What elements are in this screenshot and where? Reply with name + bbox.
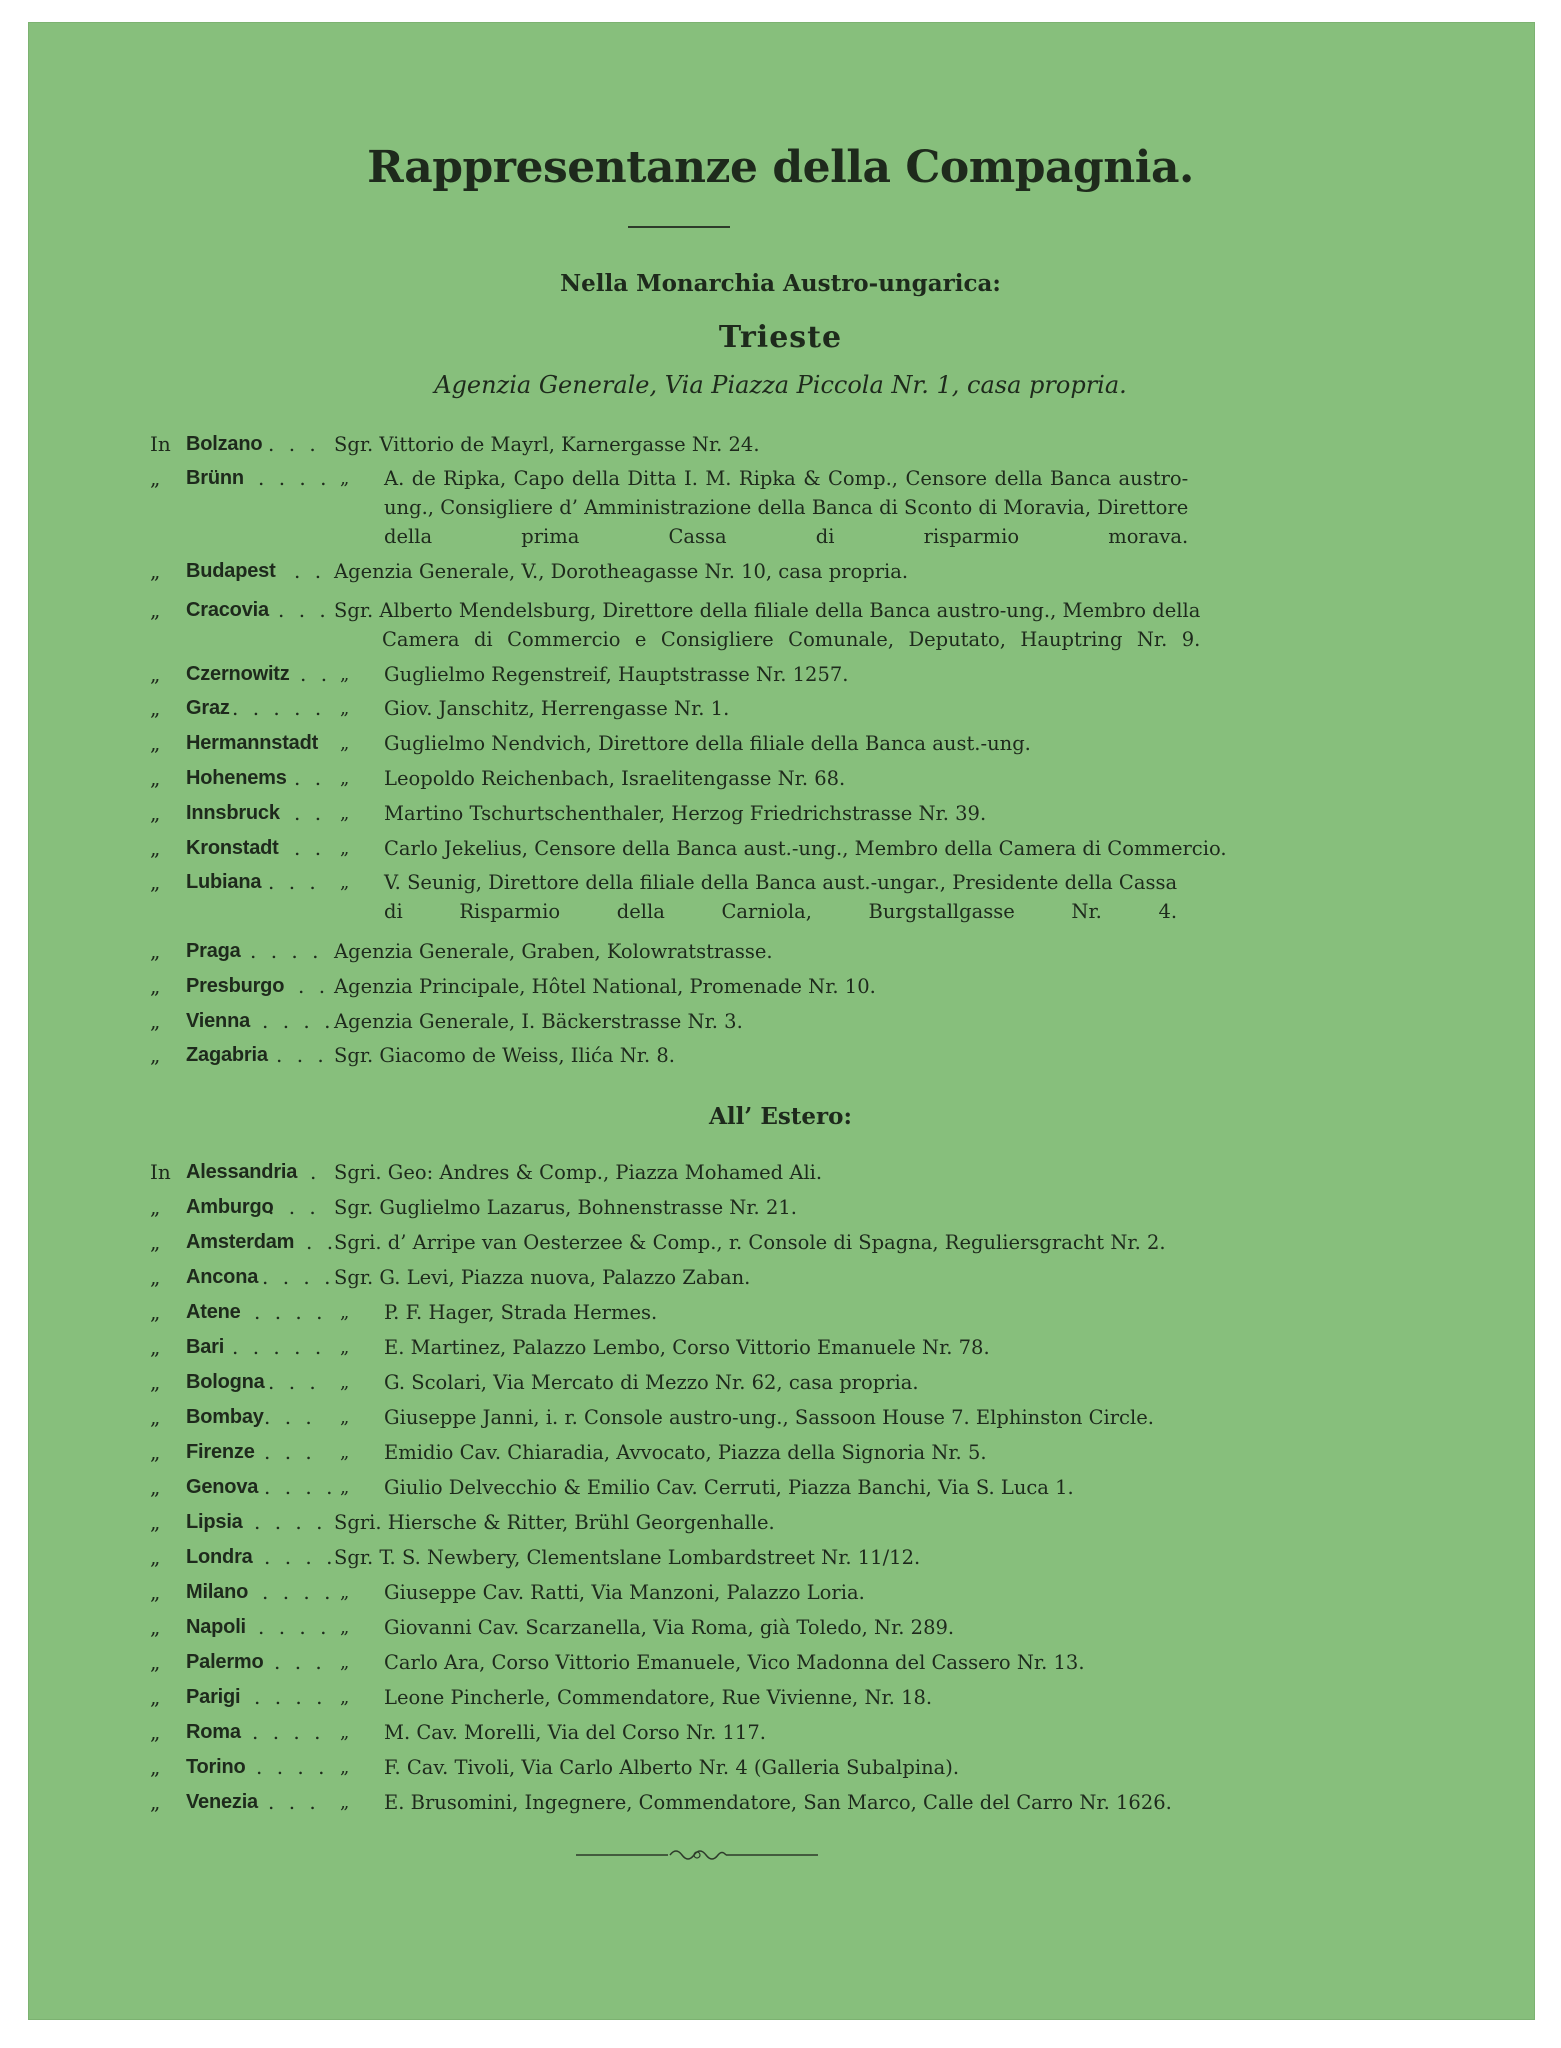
agency-place: Alessandria [186,1161,298,1183]
agency-place: Lipsia [186,1511,243,1533]
agency-place: Presburgo [186,975,285,997]
ditto-prefix: „ [150,1230,161,1254]
leader-dots: . . . . [254,1685,327,1709]
ditto-mark: „ [340,1442,350,1463]
agency-place: Venezia [186,1791,258,1813]
ditto-prefix: „ [150,1370,161,1394]
agency-details-line: Leopoldo Reichenbach, Israelitengasse Nr. 68. [384,767,846,790]
agency-details-line: Sgri. d’ Arripe van Oesterzee & Comp., r. Console di Spagna, Reguliersgracht Nr. 2. [334,1231,1166,1254]
agency-details [384,1403,1154,1432]
agency-details-line: Sgr. Giacomo de Weiss, Ilića Nr. 8. [334,1044,675,1067]
ditto-prefix: „ [150,1009,161,1033]
leader-dots: . . . [276,1043,328,1067]
agency-details-line: Giov. Janschitz, Herrengasse Nr. 1. [384,697,730,720]
agency-details [384,1333,990,1362]
ditto-mark: „ [340,698,350,719]
leader-dots: . . . [278,598,330,622]
leader-dots: . . . [274,1650,326,1674]
leader-dots: . . . . [252,1720,325,1744]
agency-details [384,868,1177,926]
leader-dots: . . . . [258,466,331,490]
agency-details [334,972,876,1001]
leader-dots: . . . [264,1440,316,1464]
ditto-prefix: „ [150,1510,161,1534]
ditto-mark: „ [340,803,350,824]
ditto-prefix: „ [150,1685,161,1709]
ditto-mark: „ [340,1477,350,1498]
ditto-prefix: „ [150,1440,161,1464]
ditto-prefix: „ [150,836,161,860]
agency-details-line: Leone Pincherle, Commendatore, Rue Vivienne, Nr. 18. [384,1686,933,1709]
agency-details-line: G. Scolari, Via Mercato di Mezzo Nr. 62, casa propria. [384,1371,919,1394]
agency-place: Parigi [186,1686,241,1708]
leader-dots: . . . . [254,1510,327,1534]
agency-place: Ancona [186,1266,259,1288]
agency-place: Vienna [186,1010,251,1032]
agency-details [334,1007,743,1036]
ditto-prefix: „ [150,1615,161,1639]
leader-dots: . . . . [250,939,323,963]
ditto-prefix: „ [150,939,161,963]
leader-dots: . . [294,801,326,825]
agency-details-line: Sgr. Vittorio de Mayrl, Karnergasse Nr. 24. [334,433,760,456]
leader-dots: . . [294,836,326,860]
agency-details-line: Sgr. Alberto Mendelsburg, Direttore della filiale della Banca austro-ung., Membro della [334,599,1201,622]
agency-details [384,1368,919,1397]
ditto-prefix: „ [150,1650,161,1674]
agency-details-line: M. Cav. Morelli, Via del Corso Nr. 117. [384,1721,766,1744]
leader-dots: . . . . . [232,1335,326,1359]
agency-place: Lubiana [186,871,262,893]
agency-details-line: Giuseppe Cav. Ratti, Via Manzoni, Palazzo Loria. [384,1581,865,1604]
agency-details [384,1613,954,1642]
agency-details-line: F. Cav. Tivoli, Via Carlo Alberto Nr. 4 (Galleria Subalpina). [384,1756,960,1779]
ditto-prefix: „ [150,870,161,894]
ditto-prefix: In [150,432,171,456]
headquarters-city: Trieste [718,320,843,355]
agency-place: Palermo [186,1651,264,1673]
agency-details [334,1158,822,1187]
leader-dots: . . [294,559,326,583]
ditto-mark: „ [340,1687,350,1708]
agency-details-line: E. Brusomini, Ingegnere, Commendatore, San Marco, Calle del Carro Nr. 1626. [384,1791,1172,1814]
agency-place: Torino [186,1756,246,1778]
agency-details [384,1788,1172,1817]
leader-dots: . . . [268,870,320,894]
agency-place: Amburgo [186,1196,274,1218]
ditto-prefix: „ [150,974,161,998]
ditto-prefix: „ [150,1790,161,1814]
leader-dots: . . . [268,1370,320,1394]
agency-details-line: Emidio Cav. Chiaradia, Avvocato, Piazza della Signoria Nr. 5. [384,1441,987,1464]
agency-place: Napoli [186,1616,246,1638]
agency-details [334,937,773,966]
agency-details [384,1683,932,1712]
agency-details-line: Sgr. Guglielmo Lazarus, Bohnenstrasse Nr. 21. [334,1196,797,1219]
agency-details-line: Agenzia Generale, Graben, Kolowratstrasse. [334,940,773,963]
ditto-prefix: „ [150,598,161,622]
agency-details-line: Martino Tschurtschenthaler, Herzog Friedrichstrasse Nr. 39. [384,802,987,825]
agency-place: Milano [186,1581,249,1603]
ditto-prefix: „ [150,1580,161,1604]
ditto-mark: „ [340,468,350,489]
agency-place: Czernowitz [186,663,290,685]
agency-details [384,1648,1085,1677]
ditto-prefix: In [150,1160,171,1184]
agency-details [384,660,848,689]
agency-details [334,1228,1166,1257]
ditto-prefix: „ [150,1043,161,1067]
agency-place: Innsbruck [186,802,280,824]
agency-place: Zagabria [186,1044,268,1066]
ditto-mark: „ [340,1302,350,1323]
agency-place: Kronstadt [186,837,279,859]
ditto-prefix: „ [150,1720,161,1744]
agency-details-line: Guglielmo Regenstreif, Hauptstrasse Nr. 1257. [384,663,849,686]
ditto-prefix: „ [150,662,161,686]
agency-details [334,1543,920,1572]
agency-details [384,1473,1074,1502]
leader-dots: . [310,1160,321,1184]
agency-details-line: Giuseppe Janni, i. r. Console austro-ung., Sassoon House 7. Elphinston Circle. [384,1406,1154,1429]
headquarters-address: Agenzia Generale, Via Piazza Piccola Nr. 1, casa propria. [434,371,1127,399]
ditto-mark: „ [340,872,350,893]
agency-details [334,1193,797,1222]
leader-dots: . . . [264,1405,316,1429]
agency-details-line: Sgri. Hiersche & Ritter, Brühl Georgenhalle. [334,1511,775,1534]
page-title: Rappresentanze della Compagnia. [367,142,1194,193]
ornament-divider [576,1845,818,1865]
agency-details-line: della prima Cassa di risparmio morava. [384,525,1189,548]
ditto-prefix: „ [150,1300,161,1324]
section-heading-domestic: Nella Monarchia Austro-ungarica: [560,270,1001,297]
agency-place: Atene [186,1301,241,1323]
ditto-prefix: „ [150,1755,161,1779]
agency-details [384,764,845,793]
agency-details [384,1718,766,1747]
ditto-mark: „ [340,1652,350,1673]
leader-dots: . . . . [262,1265,335,1289]
agency-place: Graz [186,697,230,719]
agency-details-line: Carlo Jekelius, Censore della Banca aust.-ung., Membro della Camera di Commercio. [384,837,1227,860]
ditto-prefix: „ [150,466,161,490]
ditto-prefix: „ [150,559,161,583]
ditto-mark: „ [340,664,350,685]
ditto-mark: „ [340,1582,350,1603]
leader-dots: . . [300,662,332,686]
agency-details-line: Agenzia Principale, Hôtel National, Promenade Nr. 10. [334,975,876,998]
agency-place: Genova [186,1476,259,1498]
leader-dots: . . [298,974,330,998]
leader-dots: . . . . [258,1615,331,1639]
agency-details-line: Agenzia Generale, V., Dorotheagasse Nr. 10, casa propria. [334,560,909,583]
agency-place: Firenze [186,1441,255,1463]
agency-details [384,464,1188,551]
ditto-mark: „ [340,1617,350,1638]
leader-dots: . . . [268,1195,320,1219]
ditto-prefix: „ [150,696,161,720]
section-heading-abroad: All’ Estero: [708,1103,853,1130]
agency-place: Brünn [186,467,244,489]
ditto-prefix: „ [150,1265,161,1289]
agency-place: Amsterdam [186,1231,295,1253]
agency-details-line: Giulio Delvecchio & Emilio Cav. Cerruti, Piazza Banchi, Via S. Luca 1. [384,1476,1074,1499]
agency-details [384,1753,959,1782]
ditto-mark: „ [340,1792,350,1813]
agency-details-line: Giovanni Cav. Scarzanella, Via Roma, già Toledo, Nr. 289. [384,1616,955,1639]
agency-details-line: Sgri. Geo: Andres & Comp., Piazza Mohamed Ali. [334,1161,823,1184]
agency-place: Hohenems [186,767,287,789]
ditto-mark: „ [340,1372,350,1393]
ditto-mark: „ [340,1757,350,1778]
ditto-mark: „ [340,1337,350,1358]
agency-details [334,596,1200,654]
agency-details-line: Sgr. G. Levi, Piazza nuova, Palazzo Zaban. [334,1266,751,1289]
ditto-prefix: „ [150,1195,161,1219]
ditto-prefix: „ [150,1405,161,1429]
agency-place: Londra [186,1546,253,1568]
agency-place: Bologna [186,1371,265,1393]
agency-details-line: Agenzia Generale, I. Bäckerstrasse Nr. 3. [334,1010,743,1033]
agency-details-line: Carlo Ara, Corso Vittorio Emanuele, Vico Madonna del Cassero Nr. 13. [384,1651,1085,1674]
ditto-prefix: „ [150,801,161,825]
ditto-mark: „ [340,838,350,859]
agency-details-line: Guglielmo Nendvich, Direttore della filiale della Banca aust.-ung. [384,732,1031,755]
agency-details [384,1298,657,1327]
agency-details-line: Camera di Commercio e Consigliere Comunale, Deputato, Hauptring Nr. 9. [382,628,1201,651]
agency-details-line: E. Martinez, Palazzo Lembo, Corso Vittorio Emanuele Nr. 78. [384,1336,990,1359]
leader-dots: . . . . [264,1475,337,1499]
agency-details [334,1041,675,1070]
agency-details [384,729,1031,758]
title-divider [628,226,730,228]
agency-details-line: di Risparmio della Carniola, Burgstallgasse Nr. 4. [384,900,1178,923]
agency-details [384,834,1227,863]
agency-place: Budapest [186,560,276,582]
agency-details-line: P. F. Hager, Strada Hermes. [384,1301,658,1324]
agency-details [384,694,729,723]
agency-place: Bolzano [186,433,263,455]
leader-dots: . . [306,1230,338,1254]
agency-details [384,1578,865,1607]
leader-dots: . . . . [254,1300,327,1324]
ditto-mark: „ [340,1407,350,1428]
agency-details [334,430,760,459]
agency-details-line: Sgr. T. S. Newbery, Clementslane Lombardstreet Nr. 11/12. [334,1546,921,1569]
leader-dots: . . . . . [232,696,326,720]
ditto-mark: „ [340,1722,350,1743]
ditto-prefix: „ [150,1475,161,1499]
agency-place: Hermannstadt [186,732,319,754]
agency-place: Praga [186,940,241,962]
leader-dots: . . . . [264,1545,337,1569]
leader-dots: . . [294,766,326,790]
agency-details [334,1508,775,1537]
leader-dots: . . . [268,432,320,456]
agency-details [334,1263,750,1292]
ditto-prefix: „ [150,1335,161,1359]
ditto-prefix: „ [150,766,161,790]
agency-place: Bari [186,1336,225,1358]
agency-place: Bombay [186,1406,264,1428]
leader-dots: . . . [268,1790,320,1814]
leader-dots: . . . . [256,1755,329,1779]
agency-details [334,557,908,586]
leader-dots: . . . . [262,1009,335,1033]
ditto-prefix: „ [150,731,161,755]
agency-place: Roma [186,1721,241,1743]
agency-details [384,1438,987,1467]
ditto-prefix: „ [150,1545,161,1569]
agency-details-line: V. Seunig, Direttore della filiale della Banca aust.-ungar., Presidente della Cassa [384,871,1178,894]
agency-details [384,799,986,828]
agency-place: Cracovia [186,599,269,621]
agency-details-line: A. de Ripka, Capo della Ditta I. M. Ripka & Comp., Censore della Banca austro- [384,467,1189,490]
ditto-mark: „ [340,733,350,754]
leader-dots: . . . . [262,1580,335,1604]
agency-details-line: ung., Consigliere d’ Amministrazione della Banca di Sconto di Moravia, Direttore [384,496,1189,519]
ditto-mark: „ [340,768,350,789]
